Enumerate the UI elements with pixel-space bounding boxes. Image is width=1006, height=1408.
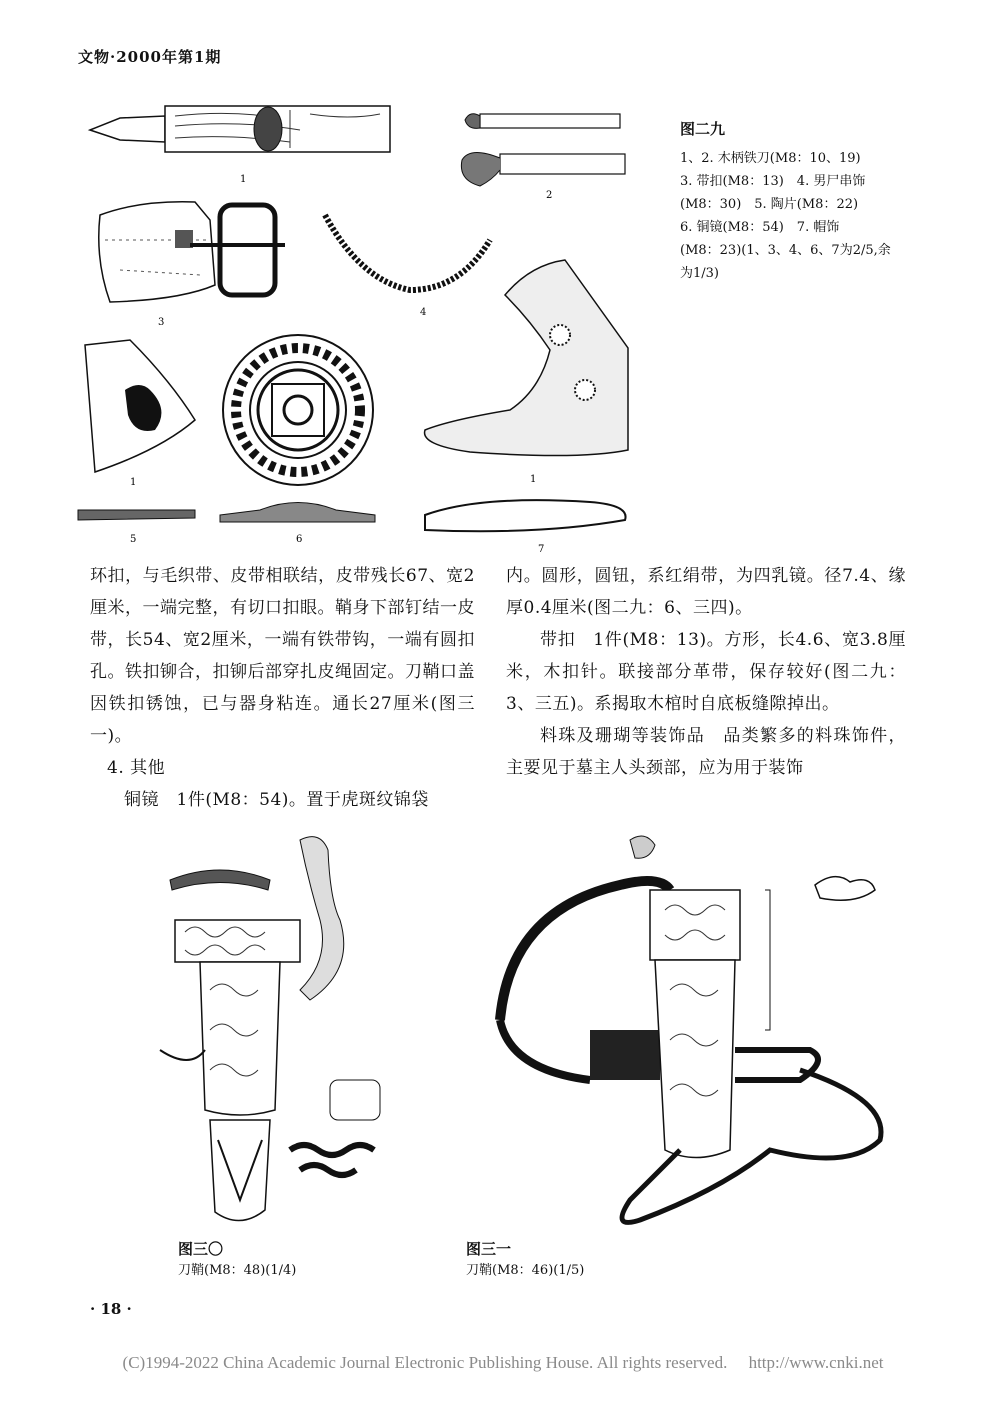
sherd-drawing	[78, 340, 195, 545]
figure-30-caption	[178, 1238, 296, 1282]
page-number: · 18 ·	[90, 1300, 132, 1318]
knife-1-drawing	[90, 106, 390, 185]
journal-header: 文物·2000年第1期	[78, 48, 222, 66]
right-paragraph-3: 料珠及珊瑚等装饰品 品类繁多的料珠饰件，主要见于墓主人头颈部，应为用于装饰	[506, 726, 906, 778]
right-paragraph-1: 内。圆形，圆钮，系红绢带，为四乳镜。径7.4、缘厚0.4厘米(图二九：6、三四)。	[506, 566, 906, 618]
mirror-label: 6	[296, 534, 303, 545]
figure-30-title: 图三〇	[178, 1240, 224, 1258]
figure-29-caption-line: 为1/3)	[680, 266, 719, 281]
right-text-column	[506, 560, 906, 784]
figure-31-title: 图三一	[466, 1240, 512, 1258]
left-text-column	[90, 560, 475, 816]
copyright-footer: (C)1994-2022 China Academic Journal Electronic Publishing House. All rights reserved. http://www.cnki.net	[122, 1353, 884, 1372]
figure-29-caption-line: (M8：30) 5. 陶片(M8：22)	[680, 197, 859, 212]
figure-29-caption-line: 1、2. 木柄铁刀(M8：10、19)	[680, 151, 861, 166]
knife-1-label: 1	[240, 174, 247, 185]
figure-29-drawings	[60, 90, 650, 560]
sherd-label: 5	[130, 534, 137, 545]
knife-2-drawing	[461, 114, 625, 201]
figure-29-caption-line: 3. 带扣(M8：13) 4. 男尸串饰	[680, 174, 866, 189]
beads-drawing	[325, 215, 490, 318]
cap-section-label: 1	[530, 474, 537, 485]
sherd-section-label: 1	[130, 477, 137, 488]
mirror-drawing	[220, 335, 375, 545]
figure-29-caption	[680, 118, 910, 285]
knife-2-label: 2	[546, 190, 553, 201]
figure-31-drawing	[470, 820, 910, 1245]
cap-label: 7	[538, 544, 545, 555]
right-paragraph-2: 带扣 1件(M8：13)。方形，长4.6、宽3.8厘米，木扣针。联接部分革带，保存较好(图二九：3、三五)。系揭取木棺时自底板缝隙掉出。	[506, 630, 906, 714]
left-paragraph-2: 铜镜 1件(M8：54)。置于虎斑纹锦袋	[124, 790, 429, 810]
figure-30-caption-text: 刀鞘(M8：48)(1/4)	[178, 1263, 297, 1278]
section-heading-other: 4. 其他	[107, 758, 166, 778]
figure-29-title: 图二九	[680, 120, 726, 138]
figure-29-caption-line: (M8：23)(1、3、4、6、7为2/5,余	[680, 243, 891, 258]
figure-30-drawing	[130, 820, 430, 1245]
figure-29-caption-line: 6. 铜镜(M8：54) 7. 帽饰	[680, 220, 840, 235]
buckle-label: 3	[158, 317, 165, 328]
buckle-drawing	[99, 202, 285, 328]
beads-label: 4	[420, 307, 427, 318]
left-paragraph-1: 环扣，与毛织带、皮带相联结，皮带残长67、宽2厘米，一端完整，有切口扣眼。鞘身下部钉结一皮带，长54、宽2厘米，一端有铁带钩，一端有圆扣孔。铁扣铆合，扣铆后部穿扎皮绳固定。刀鞘口盖因铁扣锈蚀，已与器身粘连。通长27厘米(图三一)。	[90, 566, 475, 746]
figure-31-caption-text: 刀鞘(M8：46)(1/5)	[466, 1263, 585, 1278]
cap-drawing	[425, 260, 628, 555]
figure-31-caption	[466, 1238, 584, 1282]
